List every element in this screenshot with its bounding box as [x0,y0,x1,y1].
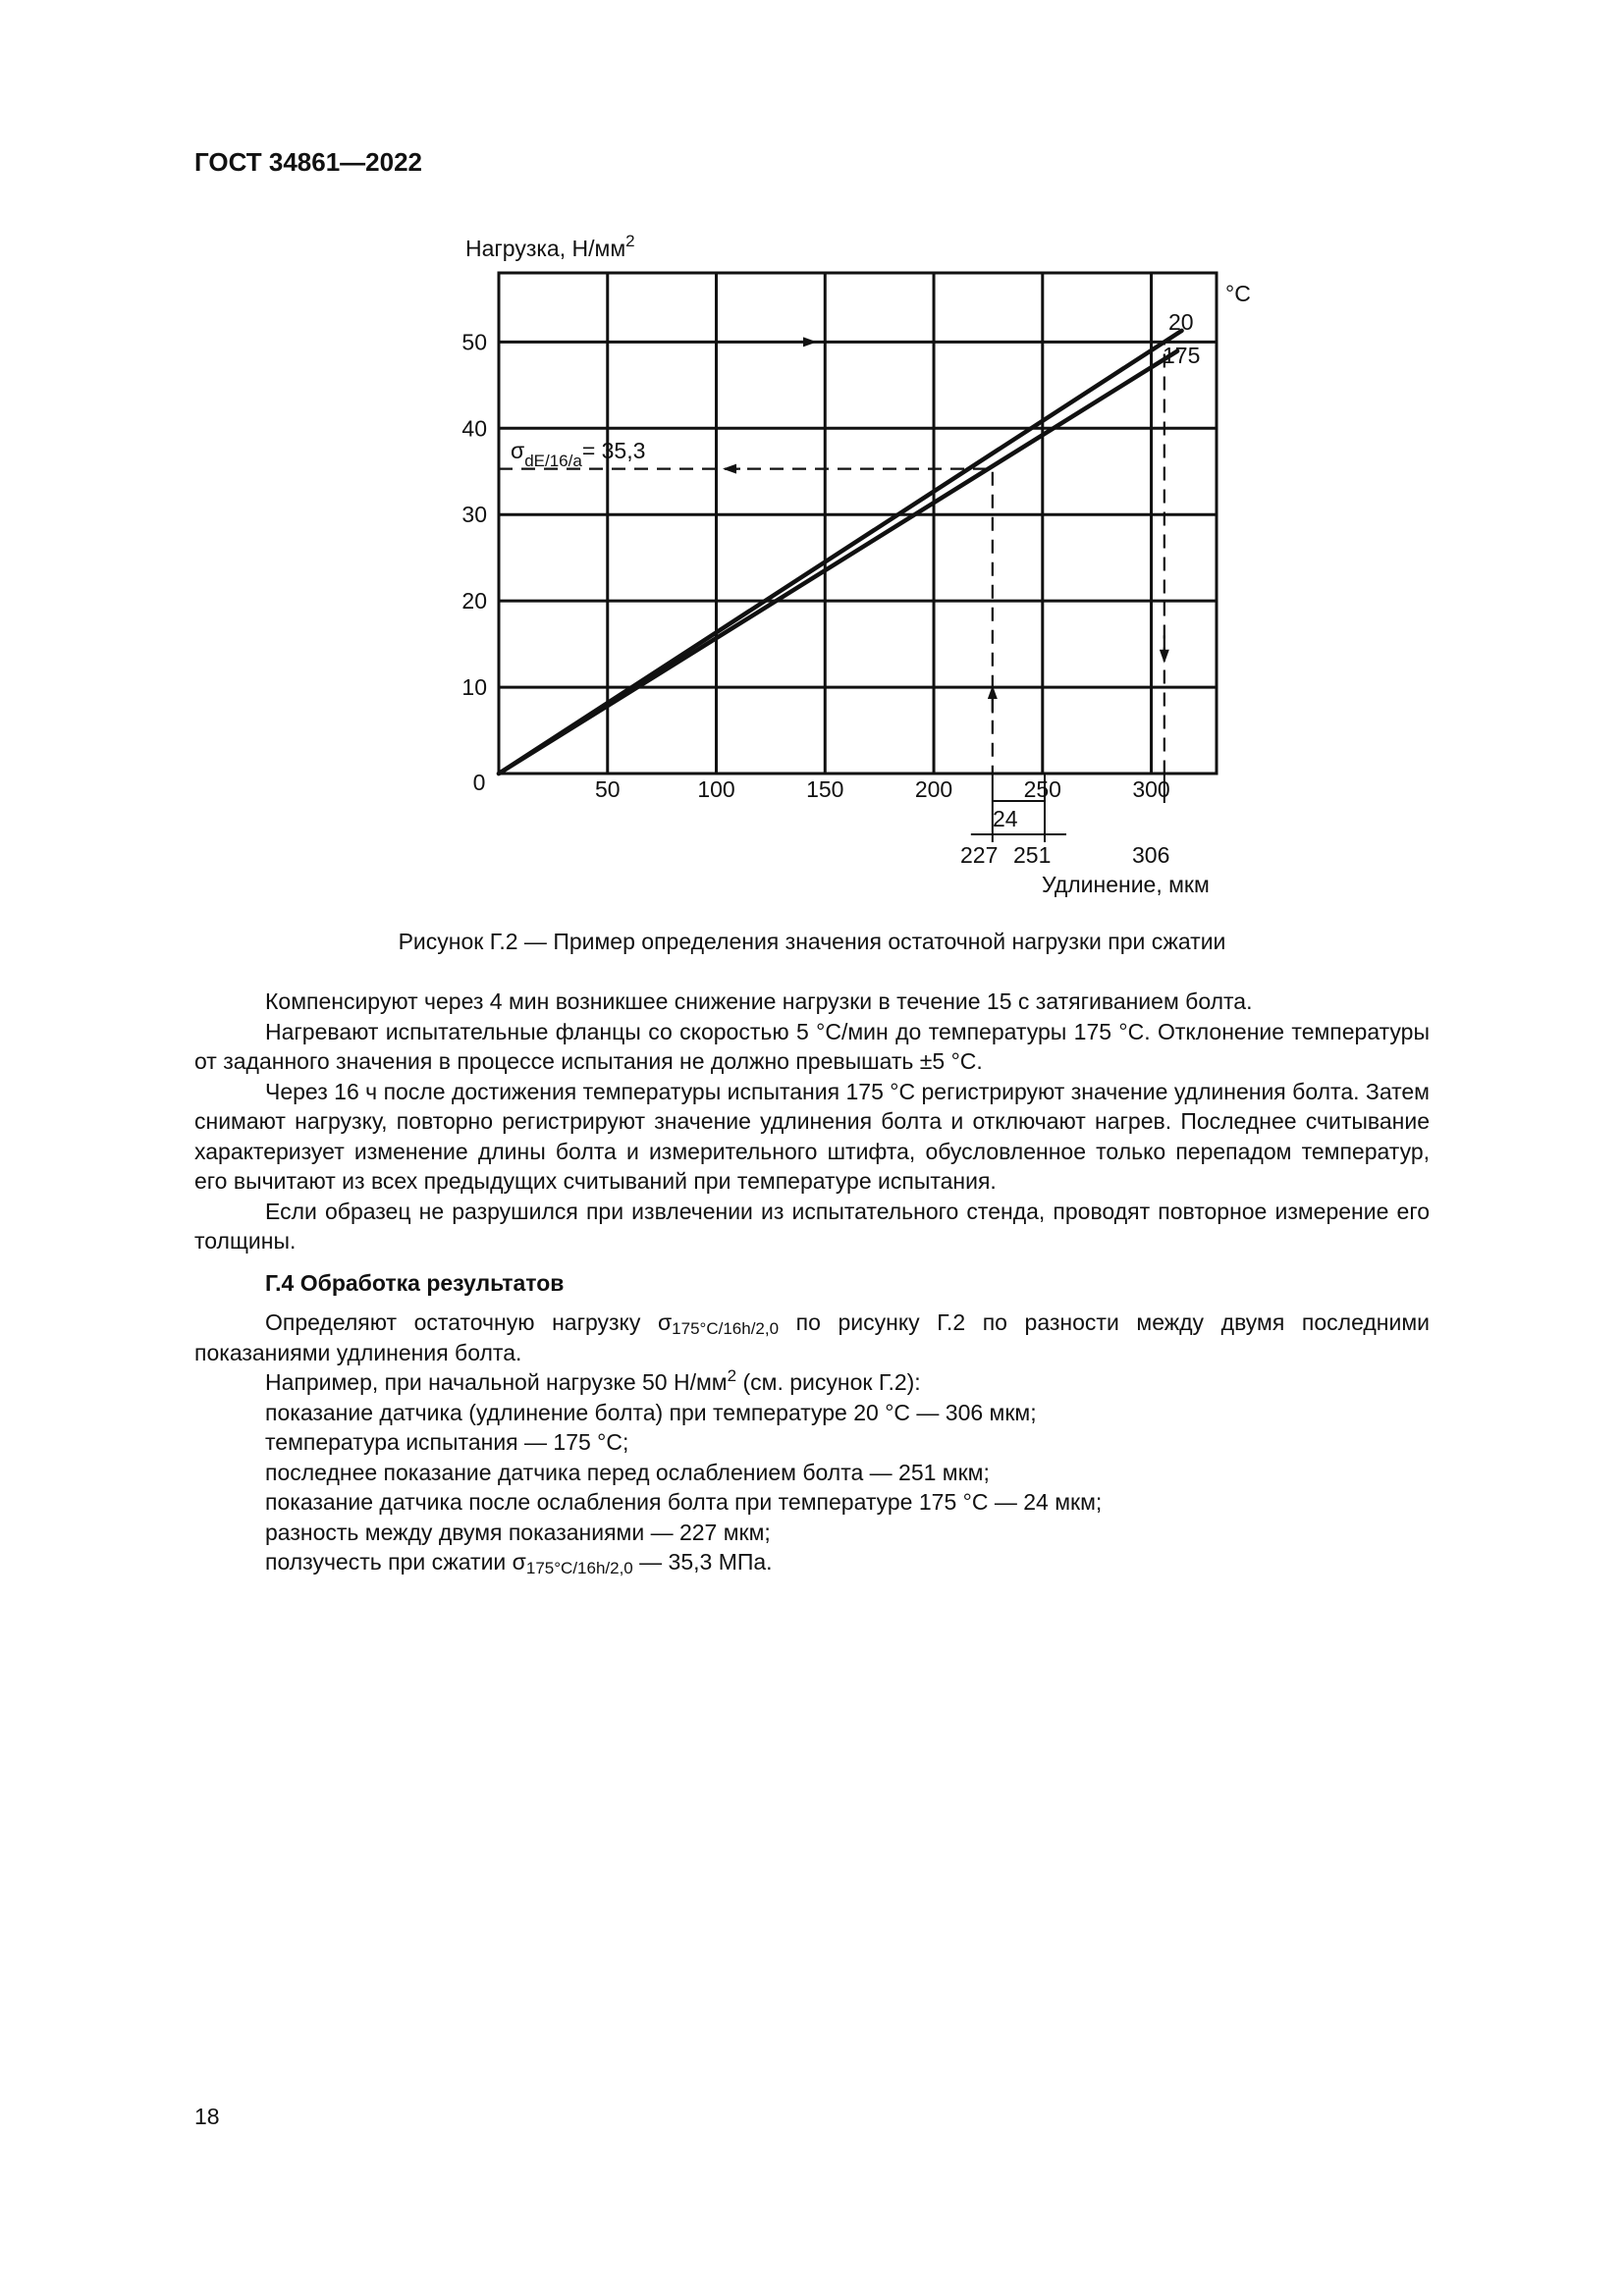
y-tick-label: 20 [461,588,487,614]
body-text [194,987,1430,1577]
list-item: разность между двумя показаниями — 227 мкм; [265,1519,771,1545]
marker-label-251: 251 [1013,842,1052,868]
x-tick-label: 200 [914,776,953,802]
x-axis-label: Удлинение, мкм [1042,872,1210,897]
paragraph-2: Нагревают испытательные фланцы со скоростью 5 °C/мин до температуры 175 °C. Отклонение температуры от заданного значения в процессе испытания не должно превышать ±5 °C. [194,1018,1430,1074]
marker-label-306: 306 [1132,842,1170,868]
paragraph-5: Определяют остаточную нагрузку $\sigma_{175^\circ C/16h/2,0}$ по рисунку Г.2 по разности между двумя последними показаниями удлинения болта. [194,1309,1430,1365]
series-line [499,351,1177,774]
y-tick-label: 10 [461,674,487,701]
list-item: температура испытания — 175 °C; [265,1429,629,1455]
x-tick-label: 100 [697,776,735,802]
paragraph-4: Если образец не разрушился при извлечении из испытательного стенда, проводят повторное измерение его толщины. [194,1198,1430,1254]
difference-label: 24 [993,806,1018,831]
y-tick-label: 50 [461,329,487,355]
figure-caption: Рисунок Г.2 — Пример определения значения остаточной нагрузки при сжатии [398,929,1226,954]
list-item: показание датчика после ослабления болта при температуре 175 °C — 24 мкм; [265,1489,1103,1515]
sigma-annotation: $\sigma_{dE/16/a}= 35,3$ [511,438,646,470]
x-tick-label: 0 [472,770,486,795]
paragraph-3: Через 16 ч после достижения температуры испытания 175 °C регистрируют значение удлинения болта. Затем снимают нагрузку, повторно регистрируют значение удлинения болта и отключают нагрев. Последнее считывание характеризует изменение длины болта и измерительного штифта, обусловленное только перепадом температур, его вычитают из всех предыдущих считываний при температуре испытания. [194,1078,1430,1194]
series-line [499,331,1182,774]
y-axis-label: Нагрузка, $Н/мм^2$ [465,232,635,261]
marker-label-227: 227 [960,842,999,868]
x-tick-label: 150 [806,776,844,802]
page-number: 18 [194,2104,220,2129]
paragraph-1: Компенсируют через 4 мин возникшее снижение нагрузки в течение 15 с затягиванием болта. [265,988,1253,1014]
unit-label: °C [1225,281,1251,306]
y-tick-label: 40 [461,415,487,442]
x-tick-label: 300 [1132,776,1170,802]
x-tick-label: 50 [594,776,621,802]
list-item: показание датчика (удлинение болта) при температуре 20 °C — 306 мкм; [265,1399,1037,1425]
series-label-175: 175 [1163,343,1201,368]
list-item: ползучесть при сжатии $\sigma_{175^\circ C/16h/2,0}$ — 35,3 МПа. [265,1549,773,1577]
section-heading: Г.4 Обработка результатов [265,1269,565,1296]
x-tick-label: 250 [1023,776,1061,802]
example-intro: Например, при начальной нагрузке 50 $Н/мм^2$ (см. рисунок Г.2): [265,1366,921,1395]
y-tick-label: 30 [461,502,487,528]
list-item: последнее показание датчика перед ослаблением болта — 251 мкм; [265,1459,990,1485]
document-header: ГОСТ 34861—2022 [194,147,422,177]
load-elongation-chart [412,221,1296,908]
series-label-20: 20 [1168,309,1194,335]
